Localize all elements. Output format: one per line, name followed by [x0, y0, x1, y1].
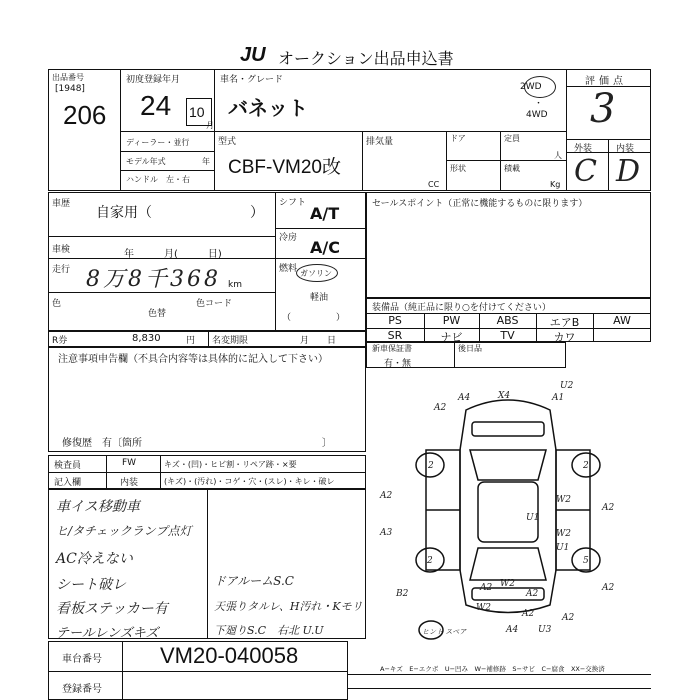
month-unit: 月 — [206, 121, 214, 130]
exterior-value: C — [574, 154, 597, 189]
handle-label: ハンドル 左・右 — [126, 175, 190, 184]
car-name-label: 車名・グレード — [220, 75, 284, 85]
equip-ps: PS — [388, 314, 402, 327]
top-section — [48, 69, 651, 191]
circle-mark-4: 5 — [583, 556, 589, 566]
registration-label: 登録番号 — [62, 684, 102, 695]
remark-2: ヒ/タチェックランプ点灯 — [56, 524, 192, 538]
recycle-value: 8,830 — [132, 333, 161, 344]
shift-label: シフト — [279, 198, 307, 208]
inspection-value: 年 月( 日) — [124, 249, 222, 260]
interior-items: (キズ)・(汚れ)・コゲ・穴・(スレ)・キレ・破レ — [164, 477, 335, 486]
car-name-value: バネット — [228, 96, 308, 120]
vehicle-diagram — [366, 370, 651, 640]
type-label: 型式 — [218, 137, 237, 147]
equip-abs: ABS — [496, 314, 519, 327]
after-item-label: 後日品 — [458, 344, 482, 353]
color-label: 色 — [52, 299, 62, 309]
diag-mark-16: A2 — [480, 583, 493, 593]
interior-label: 内装 — [616, 144, 635, 154]
equip-tv: TV — [500, 329, 515, 342]
notice-label: 注意事項申告欄（不具合内容等は具体的に記入して下さい） — [58, 354, 328, 365]
lot-number: 206 — [63, 100, 107, 130]
diag-mark-6: A2 — [380, 491, 393, 501]
diag-mark-15: B2 — [396, 589, 409, 599]
name-change-label: 名変期限 — [212, 336, 249, 346]
diag-mark-17: A2 — [526, 589, 539, 599]
lot-sub: [1948] — [55, 84, 85, 94]
fuel-value: ガソリン — [300, 269, 332, 278]
logo: JU — [240, 44, 266, 66]
dealer-label: ディーラー・並行 — [126, 138, 190, 147]
diag-mark-13: A2 — [602, 583, 615, 593]
rating-value: 3 — [590, 86, 616, 132]
first-reg-label: 初度登録年月 — [126, 75, 181, 85]
inspector-label: 検査員 — [54, 461, 82, 471]
equip-leather: カワ — [553, 331, 576, 344]
diag-mark-10: A3 — [380, 528, 393, 538]
diag-mark-9: U1 — [526, 513, 540, 523]
remark-9: 下廻りS.C 右北 U.U — [214, 624, 324, 637]
diag-mark-12: U1 — [556, 543, 570, 553]
first-reg-month: 10 — [189, 104, 205, 120]
diag-mark-7: W2 — [556, 495, 571, 505]
aircon-value: A/C — [310, 238, 340, 257]
damage-legend: A−キズ E−エクボ U−凹み W−補修跡 S−サビ C−腐食 XX−交換済 — [380, 665, 605, 673]
drive-2wd: 2WD — [520, 82, 542, 92]
diag-mark-4: U2 — [560, 381, 574, 391]
sales-point-label: セールスポイント（正常に機能するものに限ります） — [372, 199, 588, 209]
diag-mark-21: A2 — [562, 613, 575, 623]
diag-mark-18: W2 — [476, 603, 491, 613]
shift-value: A/T — [310, 204, 340, 223]
form-title: オークション出品申込書 — [278, 49, 454, 68]
remark-6: テールレンズキズ — [56, 626, 159, 641]
equip-pw: PW — [442, 314, 461, 327]
remark-1: 車イス移動車 — [56, 499, 140, 515]
circle-mark-3: 2 — [427, 556, 433, 566]
warranty-label: 新車保証書 — [372, 344, 412, 353]
model-year-label: モデル年式 — [126, 157, 166, 166]
mileage-value: 8万8千368 — [86, 267, 221, 292]
diag-mark-5: A1 — [552, 393, 565, 403]
diag-mark-1: A2 — [434, 403, 447, 413]
aircon-label: 冷房 — [279, 233, 298, 243]
remark-5: 看板ステッカー有 — [56, 601, 168, 617]
equip-airbag: エアB — [549, 316, 580, 329]
diag-mark-19: A4 — [506, 625, 519, 635]
fuel-circle — [296, 264, 338, 282]
spare-label: ヒント スペア — [422, 628, 467, 636]
diag-mark-14: W2 — [500, 579, 515, 589]
history-value: 自家用（ ） — [96, 205, 264, 221]
diag-mark-2: A4 — [458, 393, 471, 403]
drive-4wd: 4WD — [526, 110, 548, 120]
diag-mark-11: W2 — [556, 529, 571, 539]
remark-4: シート破レ — [56, 577, 126, 593]
diag-mark-22: A2 — [522, 609, 535, 619]
diag-mark-20: U3 — [538, 625, 552, 635]
inspection-label: 車検 — [52, 245, 71, 255]
fuel-label: 燃料 — [279, 264, 298, 274]
interior-value: D — [616, 154, 641, 189]
color-code-label: 色コード — [196, 299, 233, 309]
entry-label: 記入欄 — [54, 478, 82, 488]
equipment-label: 装備品（純正品に限り○を付けてください） — [372, 303, 551, 313]
circle-mark-1: 2 — [428, 461, 434, 471]
remark-3: AC冷えない — [56, 551, 133, 567]
equip-sr: SR — [387, 329, 403, 342]
diag-mark-8: A2 — [602, 503, 615, 513]
history-label: 車歴 — [52, 199, 71, 209]
recycle-label: R券 — [52, 336, 68, 346]
diag-mark-3: X4 — [498, 391, 511, 401]
rating-label: 評価点 — [585, 76, 627, 87]
remark-7: ドアルームS.C — [214, 574, 294, 588]
first-reg-year: 24 — [140, 90, 172, 121]
lot-label: 出品番号 — [52, 73, 84, 82]
mileage-label: 走行 — [52, 265, 71, 275]
warranty-value: 有・無 — [384, 359, 412, 369]
displacement-label: 排気量 — [366, 137, 394, 147]
chassis-value: VM20-040058 — [160, 643, 299, 668]
chassis-label: 車台番号 — [62, 654, 102, 665]
repair-history: 修復歴 有〔箇所 〕 — [62, 438, 332, 449]
drive-circle — [524, 76, 556, 98]
type-value: CBF-VM20改 — [228, 157, 341, 178]
remark-8: 天張りタルレ、H汚れ・Kモリ — [214, 600, 363, 613]
equip-navi: ナビ — [440, 331, 463, 344]
equip-aw: AW — [613, 314, 631, 327]
exterior-items: キズ・(凹)・ヒビ割・リペア跡・×要 — [164, 460, 297, 469]
exterior-label: 外装 — [574, 144, 593, 154]
circle-mark-2: 2 — [583, 461, 589, 471]
